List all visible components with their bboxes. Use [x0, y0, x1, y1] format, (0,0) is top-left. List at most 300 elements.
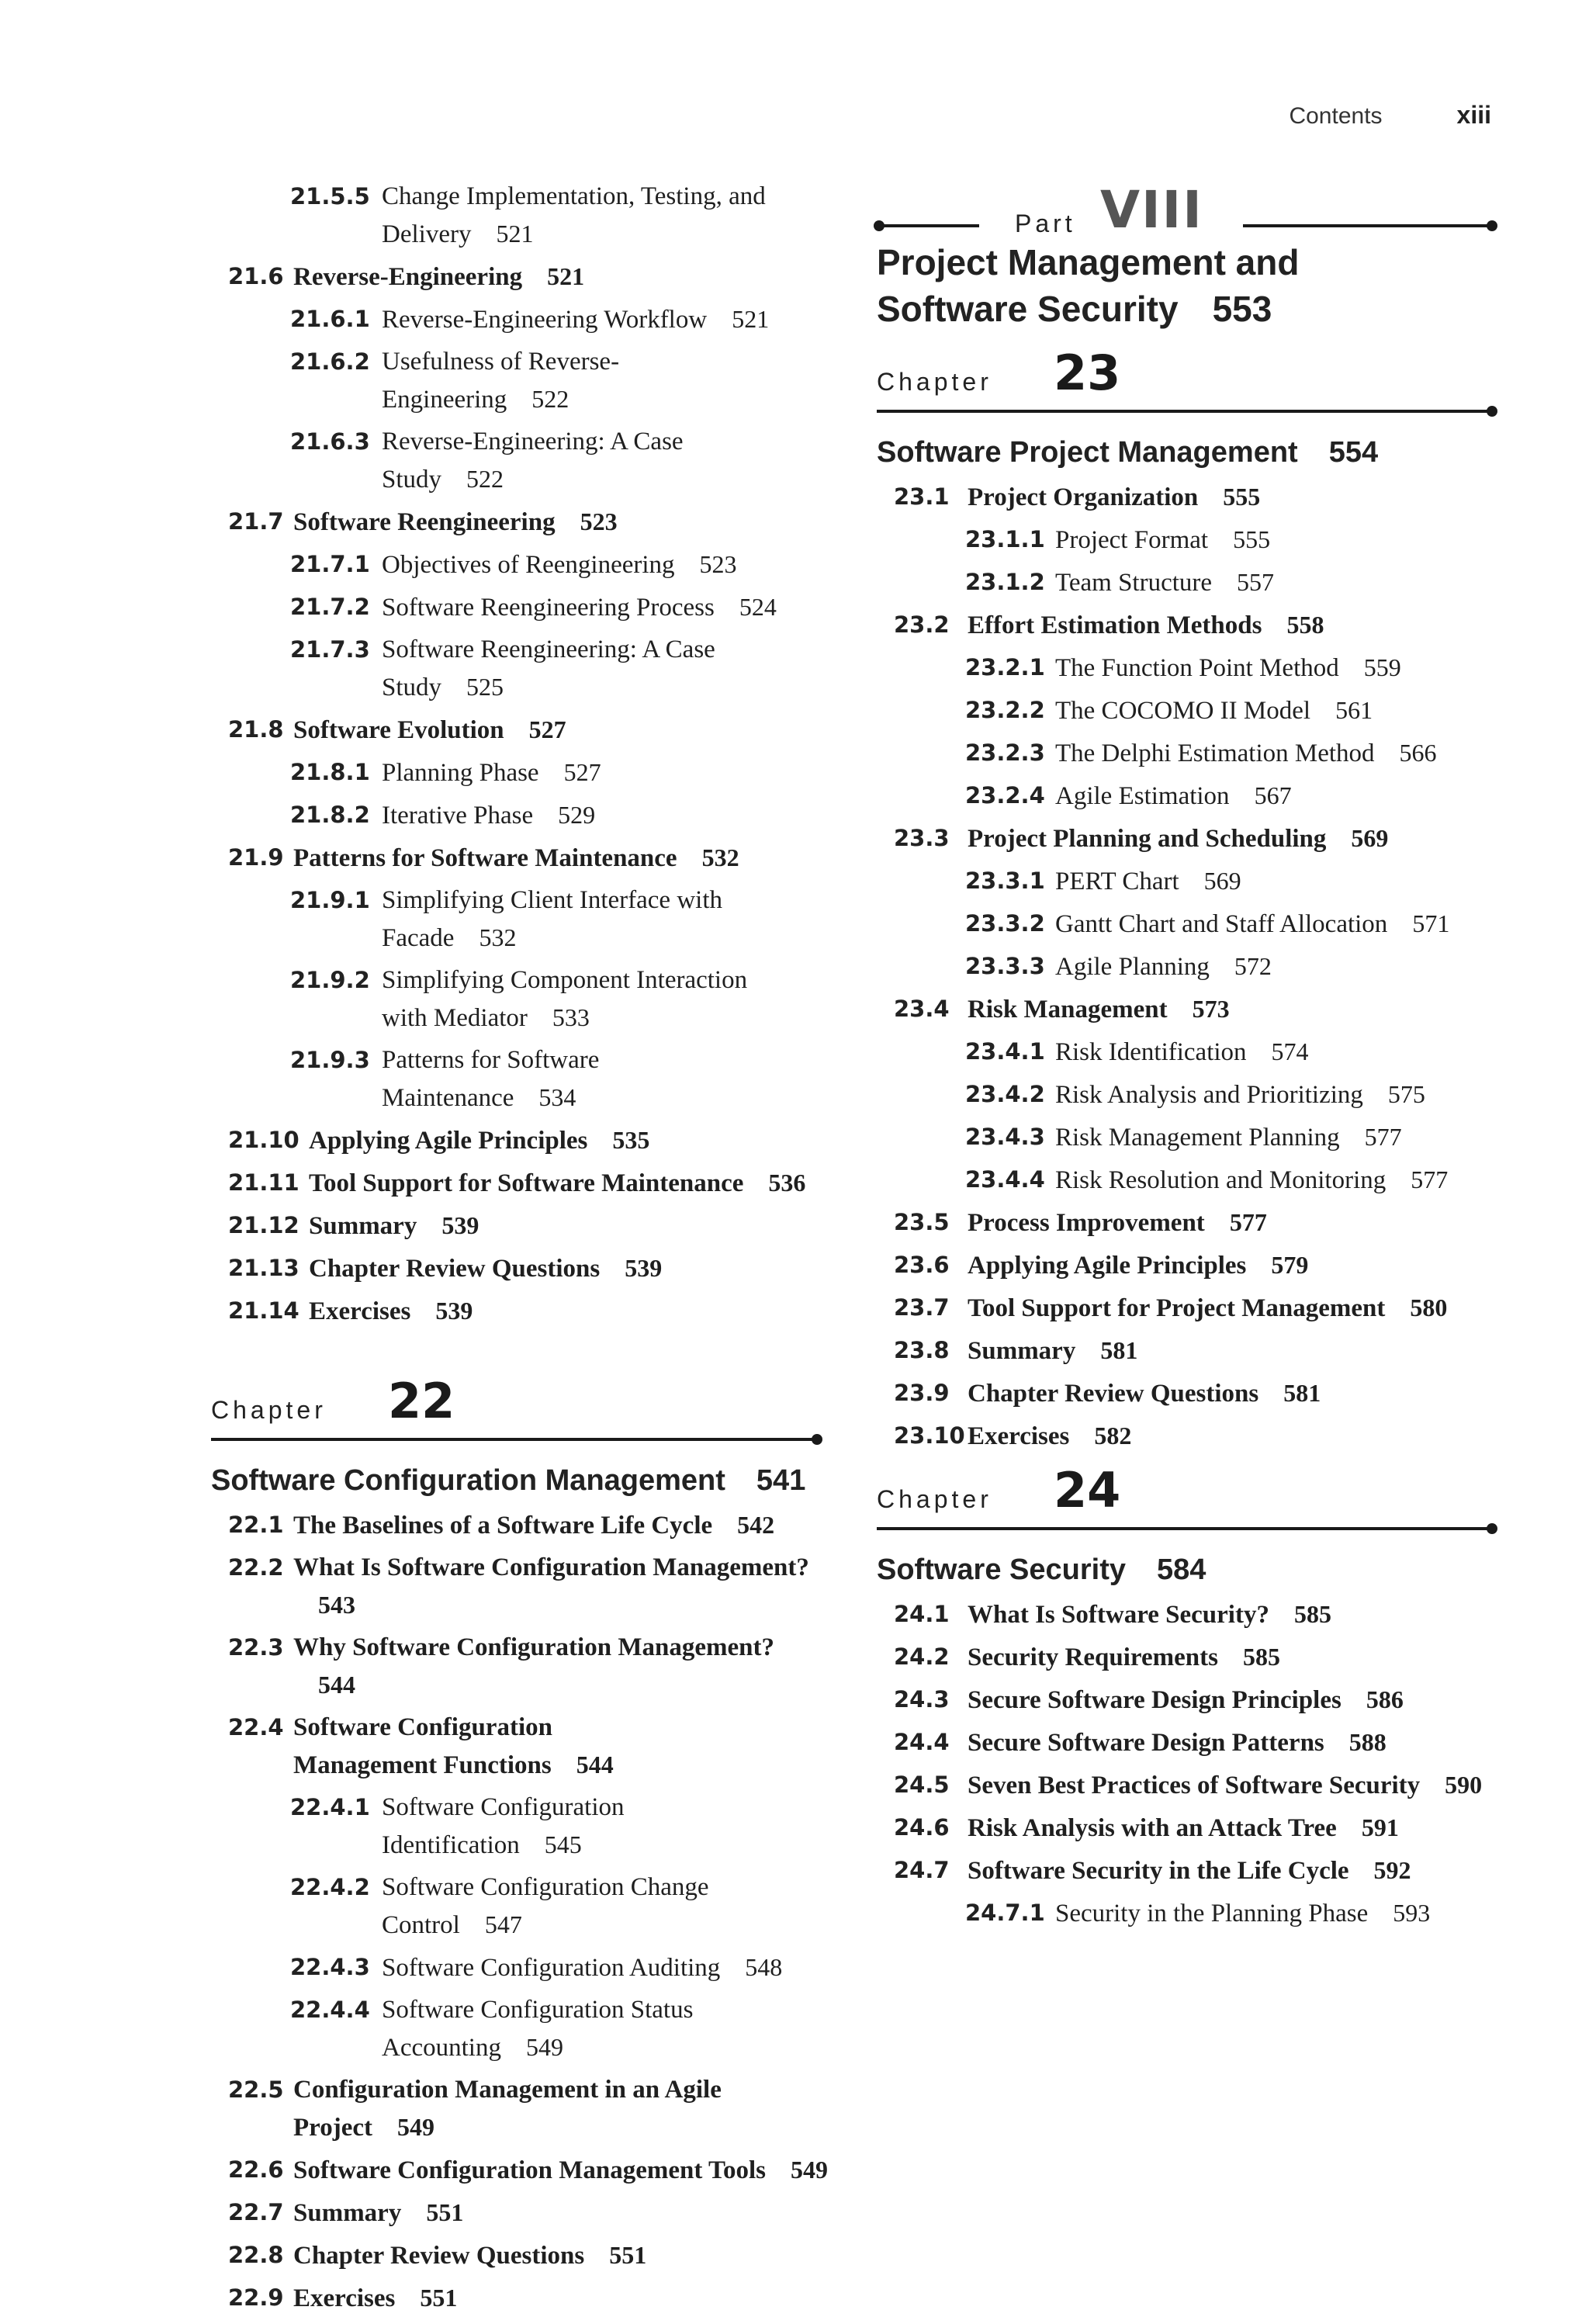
- section-title: The Function Point Method: [1055, 654, 1339, 682]
- section-title: Software Configuration Management Tools: [293, 2156, 766, 2184]
- section-number: 23.4: [894, 996, 950, 1022]
- section-text: [293, 2239, 832, 2277]
- part-page: 553: [1212, 289, 1272, 329]
- section-page: 549: [525, 2033, 563, 2061]
- toc-subsection-entry: [211, 303, 832, 341]
- section-number: 22.5: [228, 2076, 284, 2103]
- toc-subsection-entry: [211, 1791, 832, 1866]
- section-page: 566: [1399, 739, 1437, 767]
- section-text: [968, 1291, 1497, 1329]
- section-title: Secure Software Design Patterns: [968, 1729, 1324, 1757]
- section-number: 21.7.2: [290, 594, 370, 620]
- section-text: [1055, 950, 1459, 988]
- toc-subsection-entry: [877, 779, 1497, 817]
- section-number: 23.7: [894, 1294, 950, 1321]
- chapter-rule: [211, 1438, 818, 1441]
- chapter-title: [877, 1553, 1497, 1587]
- section-title: Software Reengineering: [293, 508, 556, 536]
- section-text: [293, 713, 832, 751]
- section-number: 23.2.4: [965, 782, 1045, 809]
- section-text: [968, 1598, 1497, 1636]
- section-title: Security in the Planning Phase: [1055, 1900, 1369, 1927]
- section-number: 22.9: [228, 2284, 284, 2311]
- section-page: 551: [426, 2198, 464, 2226]
- section-page: 521: [496, 220, 534, 248]
- toc-section-entry: [877, 992, 1497, 1030]
- toc-section-entry: [877, 1598, 1497, 1636]
- section-text: [382, 180, 785, 255]
- section-title: Reverse-Engineering Workflow: [382, 306, 708, 334]
- section-page: 555: [1223, 483, 1261, 511]
- chapter-page: 541: [756, 1464, 806, 1497]
- section-number: 21.6: [228, 263, 284, 289]
- section-number: 21.7: [228, 508, 284, 535]
- section-number: 21.9.2: [290, 967, 370, 993]
- section-text: [1055, 1163, 1459, 1201]
- section-number: 21.9.3: [290, 1047, 370, 1073]
- toc-section-entry: [211, 1124, 832, 1162]
- toc-subsection-entry: [211, 425, 832, 500]
- section-number: 23.3.2: [965, 910, 1045, 937]
- section-page: 529: [558, 801, 596, 829]
- section-title: Software Reengineering: A Case Study: [382, 636, 715, 701]
- section-number: 23.1.1: [965, 526, 1045, 552]
- section-text: [382, 1871, 785, 1946]
- toc-section-entry: [211, 1209, 832, 1247]
- toc-subsection-entry: [211, 884, 832, 959]
- section-number: 23.3.3: [965, 953, 1045, 979]
- section-title: Team Structure: [1055, 569, 1213, 597]
- toc-section-entry: [211, 1508, 832, 1546]
- rule-dot: [1487, 1523, 1497, 1534]
- section-number: 23.6: [894, 1252, 950, 1278]
- toc-section-entry: [877, 480, 1497, 518]
- toc-subsection-entry: [877, 1035, 1497, 1073]
- section-text: [293, 1711, 697, 1786]
- section-number: 22.4.1: [290, 1794, 370, 1820]
- section-title: Project Planning and Scheduling: [968, 825, 1327, 853]
- section-text: [1055, 1078, 1459, 1116]
- section-title: Patterns for Software Maintenance: [293, 844, 677, 872]
- section-page: 573: [1192, 995, 1230, 1023]
- toc-section-entry: [877, 1854, 1497, 1892]
- toc-section-entry: [211, 2281, 832, 2319]
- toc-subsection-entry: [211, 1951, 832, 1989]
- section-page: 524: [739, 593, 777, 621]
- section-text: [382, 756, 785, 794]
- section-page: 551: [420, 2284, 458, 2312]
- toc-section-entry: [877, 1291, 1497, 1329]
- section-page: 544: [576, 1751, 614, 1779]
- section-number: 22.4.2: [290, 1874, 370, 1900]
- section-number: 23.2: [894, 611, 950, 638]
- toc-subsection-entry: [877, 694, 1497, 732]
- section-number: 21.10: [228, 1127, 299, 1153]
- toc-section-entry: [211, 2239, 832, 2277]
- chapter-number: 23: [1054, 345, 1121, 401]
- section-number: 21.14: [228, 1297, 299, 1324]
- toc-section-entry: [211, 260, 832, 298]
- section-number: 23.2.2: [965, 697, 1045, 723]
- section-number: 21.7.1: [290, 551, 370, 577]
- section-text: [293, 1631, 832, 1706]
- section-title: Gantt Chart and Staff Allocation: [1055, 910, 1388, 938]
- section-number: 23.4.4: [965, 1166, 1045, 1193]
- section-number: 21.6.3: [290, 428, 370, 455]
- chapter-number: 24: [1054, 1462, 1121, 1519]
- section-text: [293, 260, 832, 298]
- section-text: [968, 1377, 1497, 1415]
- section-page: 534: [538, 1083, 576, 1111]
- toc-section-entry: [211, 1166, 832, 1204]
- section-number: 23.3.1: [965, 868, 1045, 894]
- section-title: Software Configuration Status Accounting: [382, 1996, 694, 2062]
- toc-section-entry: [211, 2196, 832, 2234]
- section-number: 24.6: [894, 1814, 950, 1841]
- chapter-word: Chapter: [211, 1396, 327, 1424]
- section-text: [968, 1683, 1497, 1721]
- section-number: 23.3: [894, 825, 950, 851]
- section-text: [968, 1640, 1497, 1678]
- toc-section-entry: [211, 1252, 832, 1290]
- section-page: 539: [441, 1211, 479, 1239]
- section-title: Software Configuration Change Control: [382, 1873, 709, 1939]
- toc-subsection-entry: [211, 798, 832, 836]
- toc-section-entry: [211, 713, 832, 751]
- section-number: 22.4.4: [290, 1997, 370, 2023]
- section-page: 579: [1271, 1251, 1309, 1279]
- section-page: 523: [580, 507, 618, 535]
- section-number: 22.6: [228, 2156, 284, 2183]
- section-title: Exercises: [293, 2284, 396, 2312]
- chapter-title: [877, 436, 1497, 469]
- section-page: 574: [1271, 1037, 1309, 1065]
- section-text: [309, 1209, 832, 1247]
- chapter-rule: [877, 1527, 1493, 1530]
- toc-section-entry: [877, 1334, 1497, 1372]
- section-number: 21.9: [228, 844, 284, 871]
- toc-section-entry: [877, 1768, 1497, 1806]
- running-header: [1289, 101, 1491, 135]
- section-title: Risk Analysis and Prioritizing: [1055, 1081, 1363, 1109]
- section-title: Simplifying Client Interface with Facade: [382, 886, 722, 952]
- section-title: Summary: [968, 1337, 1076, 1365]
- toc-section-entry: [211, 1551, 832, 1626]
- chapter-page: 584: [1157, 1553, 1206, 1586]
- section-page: 588: [1348, 1728, 1386, 1756]
- chapter-rule: [877, 410, 1493, 413]
- section-title: Applying Agile Principles: [309, 1127, 588, 1155]
- rule-dot: [812, 1434, 822, 1445]
- toc-section-entry: [211, 2153, 832, 2191]
- section-number: 23.2.1: [965, 654, 1045, 681]
- section-title: The Delphi Estimation Method: [1055, 739, 1375, 767]
- section-text: [968, 1249, 1497, 1287]
- toc-subsection-entry: [877, 566, 1497, 604]
- chapter-title-text: Software Project Management: [877, 436, 1298, 469]
- section-title: Software Security in the Life Cycle: [968, 1857, 1349, 1885]
- section-title: Software Reengineering Process: [382, 594, 715, 622]
- section-number: 23.4.1: [965, 1038, 1045, 1065]
- toc-subsection-entry: [877, 651, 1497, 689]
- section-number: 23.10: [894, 1422, 965, 1449]
- section-page: 586: [1366, 1685, 1404, 1713]
- section-title: Exercises: [309, 1297, 411, 1325]
- section-title: Patterns for Software Maintenance: [382, 1046, 600, 1112]
- section-text: [293, 2281, 832, 2319]
- toc-section-entry: [877, 608, 1497, 646]
- section-title: Risk Identification: [1055, 1038, 1247, 1066]
- section-title: Secure Software Design Principles: [968, 1686, 1341, 1714]
- section-title: Usefulness of Reverse-Engineering: [382, 348, 620, 414]
- section-text: [382, 591, 785, 629]
- section-text: [309, 1166, 832, 1204]
- toc-subsection-entry: [211, 591, 832, 629]
- section-text: [968, 822, 1497, 860]
- section-title: Software Configuration Management Functions: [293, 1713, 552, 1779]
- section-page: 555: [1233, 525, 1271, 553]
- section-page: 527: [528, 715, 566, 743]
- section-title: Risk Management Planning: [1055, 1124, 1340, 1152]
- section-title: Chapter Review Questions: [293, 2242, 585, 2270]
- section-page: 582: [1094, 1422, 1132, 1449]
- chapter-title-text: Software Security: [877, 1553, 1126, 1586]
- toc-subsection-entry: [211, 345, 832, 421]
- section-number: 22.4.3: [290, 1954, 370, 1980]
- toc-section-entry: [211, 841, 832, 879]
- section-text: [968, 1334, 1497, 1372]
- toc-subsection-entry: [877, 736, 1497, 774]
- toc-subsection-entry: [877, 523, 1497, 561]
- section-page: 559: [1363, 653, 1401, 681]
- section-page: 585: [1293, 1600, 1331, 1628]
- section-number: 21.8.2: [290, 802, 370, 828]
- section-number: 23.9: [894, 1380, 950, 1406]
- toc-section-entry: [877, 1640, 1497, 1678]
- section-page: 535: [612, 1126, 650, 1154]
- section-title: Tool Support for Project Management: [968, 1294, 1386, 1322]
- section-page: 548: [745, 1953, 783, 1981]
- section-text: [382, 425, 785, 500]
- section-text: [382, 303, 785, 341]
- section-title: The Baselines of a Software Life Cycle: [293, 1512, 713, 1540]
- section-number: 21.11: [228, 1169, 299, 1196]
- section-page: 539: [625, 1254, 663, 1282]
- part-rule-right: [1243, 224, 1493, 227]
- section-number: 21.6.1: [290, 306, 370, 332]
- section-page: 521: [547, 262, 585, 290]
- section-title: Risk Management: [968, 996, 1168, 1023]
- section-text: [1055, 523, 1459, 561]
- section-number: 23.4.2: [965, 1081, 1045, 1107]
- section-title: Reverse-Engineering: [293, 263, 523, 291]
- part-word: Part: [1015, 210, 1076, 237]
- section-text: [293, 2073, 832, 2149]
- section-title: PERT Chart: [1055, 868, 1179, 895]
- section-page: 575: [1387, 1080, 1425, 1108]
- section-page: 577: [1364, 1123, 1402, 1151]
- section-title: Software Configuration Identification: [382, 1793, 625, 1859]
- section-page: 543: [318, 1591, 355, 1619]
- section-page: 567: [1254, 781, 1292, 809]
- left-column: [211, 180, 832, 2324]
- section-text: [968, 480, 1497, 518]
- section-number: 21.5.5: [290, 183, 370, 210]
- page-number: xiii: [1456, 101, 1491, 129]
- section-page: 592: [1373, 1856, 1411, 1884]
- section-page: 593: [1393, 1899, 1431, 1927]
- section-number: 24.7.1: [965, 1900, 1045, 1926]
- section-text: [1055, 651, 1459, 689]
- section-title: Summary: [309, 1212, 417, 1240]
- toc-list: [877, 1598, 1497, 1934]
- section-title: The COCOMO II Model: [1055, 697, 1311, 725]
- section-title: Security Requirements: [968, 1643, 1218, 1671]
- section-page: 581: [1283, 1379, 1321, 1407]
- section-text: [968, 608, 1497, 646]
- chapter-heading: [877, 1462, 1497, 1524]
- toc-section-entry: [877, 1419, 1497, 1457]
- toc-section-entry: [877, 1206, 1497, 1244]
- section-text: [1055, 736, 1459, 774]
- section-number: 23.2.3: [965, 739, 1045, 766]
- section-page: 577: [1411, 1165, 1449, 1193]
- chapter-title-text: Software Configuration Management: [211, 1464, 725, 1497]
- section-text: [1055, 694, 1459, 732]
- section-title: Chapter Review Questions: [309, 1255, 601, 1283]
- toc-subsection-entry: [877, 1896, 1497, 1934]
- section-title: Applying Agile Principles: [968, 1252, 1247, 1280]
- section-title: Software Configuration Auditing: [382, 1954, 721, 1982]
- section-text: [1055, 1120, 1459, 1159]
- section-page: 522: [531, 385, 569, 413]
- section-page: 539: [435, 1297, 473, 1325]
- section-title: Project Organization: [968, 483, 1199, 511]
- section-title: Agile Planning: [1055, 953, 1210, 981]
- toc-subsection-entry: [877, 1120, 1497, 1159]
- section-text: [382, 1993, 785, 2069]
- section-number: 24.1: [894, 1601, 950, 1627]
- toc-subsection-entry: [211, 1993, 832, 2069]
- section-page: 551: [609, 2241, 647, 2269]
- section-text: [309, 1252, 832, 1290]
- section-number: 21.6.2: [290, 348, 370, 375]
- toc-subsection-entry: [211, 1044, 832, 1119]
- toc-section-entry: [211, 1711, 832, 1786]
- section-title: Summary: [293, 2199, 402, 2227]
- section-page: 549: [791, 2156, 828, 2184]
- section-number: 23.1: [894, 483, 950, 510]
- section-number: 24.5: [894, 1772, 950, 1798]
- section-title: Simplifying Component Interaction with Mediator: [382, 966, 748, 1032]
- section-number: 22.4: [228, 1714, 284, 1740]
- section-text: [968, 992, 1497, 1030]
- section-title: Risk Analysis with an Attack Tree: [968, 1814, 1337, 1842]
- section-text: [1055, 864, 1459, 902]
- section-number: 23.5: [894, 1209, 950, 1235]
- section-number: 22.2: [228, 1554, 284, 1581]
- section-title: Configuration Management in an Agile Project: [293, 2076, 722, 2142]
- toc-subsection-entry: [211, 964, 832, 1039]
- chapter-page: 554: [1328, 436, 1379, 469]
- toc-subsection-entry: [211, 633, 832, 708]
- section-title: Process Improvement: [968, 1209, 1205, 1237]
- running-header-label: Contents: [1289, 103, 1383, 129]
- section-text: [293, 1551, 832, 1626]
- section-page: 522: [466, 465, 504, 493]
- section-page: 581: [1100, 1336, 1138, 1364]
- chapter-word: Chapter: [877, 1485, 992, 1513]
- section-page: 549: [396, 2113, 434, 2141]
- section-title: Planning Phase: [382, 759, 539, 787]
- right-column: [877, 180, 1497, 1939]
- toc-section-entry: [877, 822, 1497, 860]
- toc-section-entry: [877, 1726, 1497, 1764]
- section-page: 532: [479, 923, 517, 951]
- section-page: 525: [466, 673, 504, 701]
- section-number: 22.3: [228, 1634, 284, 1661]
- section-text: [1055, 907, 1459, 945]
- section-text: [293, 505, 832, 543]
- section-text: [968, 1811, 1497, 1849]
- section-text: [382, 798, 785, 836]
- part-title: [877, 239, 1311, 332]
- section-text: [1055, 566, 1459, 604]
- section-text: [382, 1044, 785, 1119]
- section-page: 569: [1203, 867, 1241, 895]
- section-page: 572: [1234, 952, 1272, 980]
- section-page: 569: [1351, 824, 1389, 852]
- section-text: [1055, 1035, 1459, 1073]
- toc-subsection-entry: [877, 1078, 1497, 1116]
- section-page: 557: [1237, 568, 1275, 596]
- chapter-title: [211, 1464, 832, 1498]
- section-title: Seven Best Practices of Software Security: [968, 1772, 1421, 1799]
- section-text: [309, 1294, 832, 1332]
- section-title: Change Implementation, Testing, and Delivery: [382, 182, 766, 248]
- section-text: [293, 2196, 832, 2234]
- section-text: [968, 1206, 1497, 1244]
- section-text: [968, 1419, 1497, 1457]
- section-text: [293, 841, 832, 879]
- toc-subsection-entry: [211, 756, 832, 794]
- section-number: 24.2: [894, 1643, 950, 1670]
- section-title: Agile Estimation: [1055, 782, 1230, 810]
- section-text: [968, 1854, 1497, 1892]
- toc-subsection-entry: [877, 864, 1497, 902]
- toc-section-entry: [211, 1631, 832, 1706]
- toc-section-entry: [877, 1683, 1497, 1721]
- rule-dot: [1487, 406, 1497, 417]
- section-text: [968, 1768, 1497, 1806]
- section-text: [382, 964, 785, 1039]
- section-page: 577: [1229, 1208, 1267, 1236]
- section-page: 585: [1242, 1643, 1280, 1671]
- toc-list: [211, 180, 832, 1332]
- part-title-text: Project Management and Software Security: [877, 242, 1300, 329]
- section-title: Objectives of Reengineering: [382, 551, 675, 579]
- toc-section-entry: [877, 1249, 1497, 1287]
- section-text: [309, 1124, 832, 1162]
- section-number: 23.8: [894, 1337, 950, 1363]
- section-page: 591: [1361, 1813, 1399, 1841]
- section-title: What Is Software Configuration Management?: [293, 1553, 809, 1581]
- toc-subsection-entry: [211, 1871, 832, 1946]
- section-title: Iterative Phase: [382, 802, 534, 830]
- section-number: 23.4.3: [965, 1124, 1045, 1150]
- section-text: [1055, 779, 1459, 817]
- section-text: [968, 1726, 1497, 1764]
